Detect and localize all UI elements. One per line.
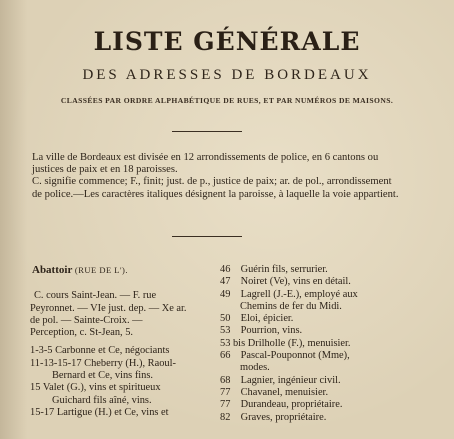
- list-item: [220, 289, 430, 314]
- list-item: [220, 276, 430, 288]
- page-subsubtitle: CLASSÉES PAR ORDRE ALPHABÉTIQUE DE RUES, ET PAR NUMÉROS DE MAISONS.: [60, 96, 394, 105]
- divider-bottom: [172, 236, 242, 237]
- entry-text: Chavanel, menuisier.: [240, 386, 329, 398]
- entry-text: Cheberry (H.), Raoul-Bernard et Ce, vins fins.: [52, 357, 176, 382]
- page-title: LISTE GÉNÉRALE: [93, 27, 361, 56]
- entry-number: 50: [220, 313, 231, 325]
- list-item: [220, 412, 430, 424]
- list-item: [220, 325, 430, 337]
- intro-paragraph-2: C. signifie commence; F., finit; just. de p., justice de paix; ar. de pol., arrondissement de police.—Les caractères italiques désignent la paroisse, à laquelle la voie appartient.: [32, 176, 399, 200]
- street-suffix: (RUE DE L').: [74, 265, 128, 275]
- entry-text: Pascal-Pouponnot (Mme),: [240, 350, 350, 362]
- entry-text: Valet (G.), vins et spiritueux Guichard fils aîné, vins.: [42, 382, 161, 406]
- entry-number: 77: [220, 386, 231, 398]
- list-item: [30, 382, 190, 407]
- entry-number: 15-17: [30, 406, 55, 418]
- entry-number: 68: [220, 374, 231, 386]
- entry-text: Drilholle (F.), menuisier.: [247, 337, 351, 349]
- entry-continuation: modes.: [240, 362, 270, 374]
- entry-number: 15: [30, 382, 41, 394]
- list-item: [220, 264, 430, 276]
- right-column: [220, 264, 430, 424]
- entry-number: 77: [220, 399, 231, 411]
- entry-text: Graves, propriétaire.: [240, 411, 327, 423]
- list-item: [220, 399, 430, 411]
- entry-number: 66: [220, 350, 231, 362]
- entry-text: Guérin fils, serrurier.: [240, 264, 328, 275]
- entry-number: 49: [220, 288, 231, 300]
- list-item: [30, 345, 190, 357]
- entry-text: Carbonne et Ce, négociants: [55, 345, 170, 357]
- entry-number: 53: [220, 325, 231, 337]
- entry-number: 53 bis: [220, 337, 246, 349]
- entry-text: Pourrion, vins.: [240, 325, 303, 337]
- list-item: [220, 338, 430, 350]
- divider-top: [172, 131, 242, 132]
- entry-text: Lagrell (J.-E.), employé aux: [240, 288, 358, 300]
- entry-number: 46: [220, 264, 231, 275]
- entry-number: 1-3-5: [30, 345, 53, 357]
- intro-text: [32, 152, 402, 201]
- entry-number: 47: [220, 276, 231, 288]
- list-item: [220, 313, 430, 325]
- list-item: [220, 387, 430, 399]
- entry-text: Durandeau, propriétaire.: [240, 399, 343, 411]
- entry-continuation: Chemins de fer du Midi.: [240, 300, 342, 312]
- entry-number: 11-13-15-17: [30, 357, 82, 369]
- street-name: Abattoir: [32, 264, 73, 276]
- street-heading: [32, 264, 190, 276]
- entry-text: Eloi, épicier.: [240, 313, 294, 325]
- intro-paragraph-1: La ville de Bordeaux est divisée en 12 arrondissements de police, en 6 cantons ou justices de paix et en 18 paroisses.: [32, 152, 379, 176]
- street-description: C. cours Saint-Jean. — F. rue Peyronnet. — VIe just. dep. — Xe ar. de pol. — Sainte-Croix. — Perception, c. St-Jean, 5.: [30, 290, 187, 339]
- entry-text: Noiret (Ve), vins en détail.: [240, 276, 351, 288]
- left-column: [30, 264, 190, 419]
- list-item: [220, 350, 430, 375]
- entry-number: 82: [220, 411, 231, 423]
- list-item: [30, 407, 190, 419]
- list-item: [30, 358, 190, 383]
- list-item: [220, 375, 430, 387]
- page-subtitle: DES ADRESSES DE BORDEAUX: [82, 67, 372, 83]
- entry-text: Lartigue (H.) et Ce, vins et: [56, 406, 169, 418]
- entry-text: Lagnier, ingénieur civil.: [240, 374, 341, 386]
